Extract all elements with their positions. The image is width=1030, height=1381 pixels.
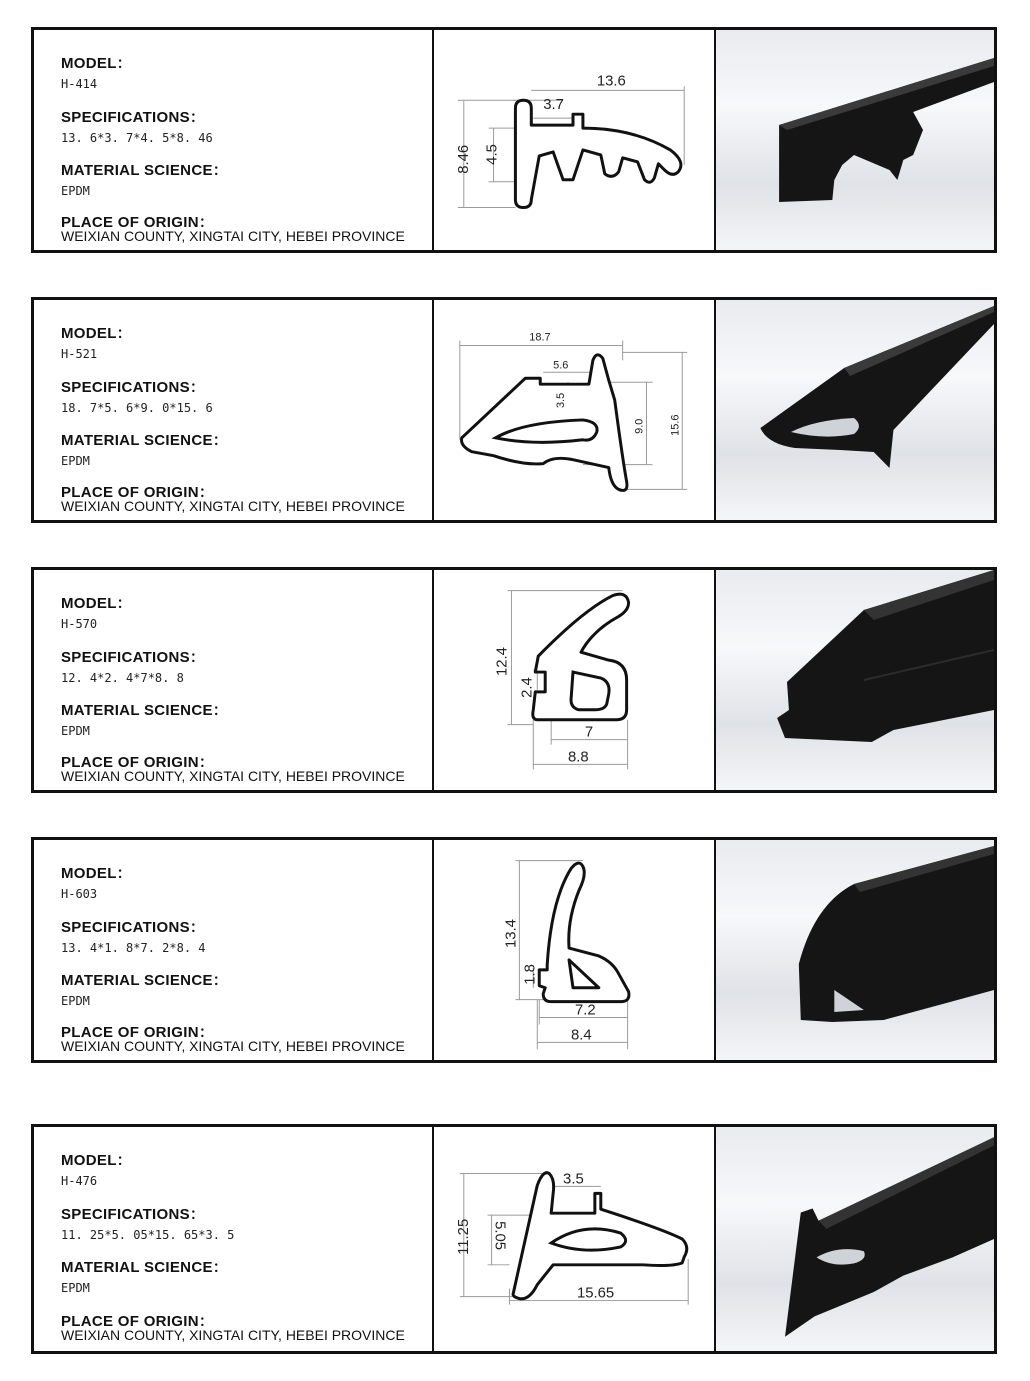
model-label: MODEL： (61, 55, 132, 72)
profile-drawing (434, 570, 716, 790)
dimension-label: 5.6 (553, 359, 569, 372)
profile-svg (434, 1127, 714, 1351)
material-label: MATERIAL SCIENCE： (61, 1259, 229, 1276)
dimension-label: 1.8 (522, 964, 539, 985)
specifications-label: SPECIFICATIONS： (61, 109, 206, 126)
origin-label: PLACE OF ORIGIN： (61, 484, 215, 501)
material-value: EPDM (61, 1281, 90, 1295)
profile-drawing (434, 840, 716, 1060)
model-value: H-521 (61, 347, 98, 361)
product-info (34, 300, 434, 520)
product-info (34, 30, 434, 250)
product-photo (716, 30, 994, 250)
rubber-profile-render (716, 1127, 994, 1351)
material-label: MATERIAL SCIENCE： (61, 972, 229, 989)
dimension-label: 7.2 (574, 1002, 596, 1019)
product-photo (716, 840, 994, 1060)
product-info (34, 1127, 434, 1351)
profile-drawing (434, 300, 716, 520)
dimension-label: 13.4 (503, 919, 520, 949)
product-card-h521 (31, 297, 997, 523)
origin-label: PLACE OF ORIGIN： (61, 1313, 215, 1330)
dimension-label: 9.0 (633, 418, 646, 434)
product-card-h603 (31, 837, 997, 1063)
model-label: MODEL： (61, 865, 132, 882)
origin-label: PLACE OF ORIGIN： (61, 754, 215, 771)
model-label: MODEL： (61, 325, 132, 342)
rubber-profile-render (716, 300, 994, 520)
dimension-label: 3.5 (555, 392, 568, 409)
dimension-label: 8.46 (455, 144, 472, 174)
specifications-value: 11. 25*5. 05*15. 65*3. 5 (61, 1228, 235, 1242)
model-value: H-570 (61, 617, 98, 631)
material-label: MATERIAL SCIENCE： (61, 432, 229, 449)
specifications-label: SPECIFICATIONS： (61, 379, 206, 396)
origin-label: PLACE OF ORIGIN： (61, 214, 215, 231)
material-value: EPDM (61, 454, 90, 468)
profile-drawing (434, 1127, 716, 1351)
specifications-value: 13. 4*1. 8*7. 2*8. 4 (61, 941, 206, 955)
model-value: H-476 (61, 1174, 98, 1188)
material-label: MATERIAL SCIENCE： (61, 162, 229, 179)
rubber-profile-render (716, 840, 994, 1060)
model-label: MODEL： (61, 595, 132, 612)
specifications-value: 13. 6*3. 7*4. 5*8. 46 (61, 131, 213, 145)
dimension-label: 15.65 (576, 1285, 615, 1302)
product-photo (716, 300, 994, 520)
dimension-label: 18.7 (529, 331, 551, 344)
dimension-label: 13.6 (596, 73, 626, 90)
dimension-label: 12.4 (494, 647, 511, 677)
material-value: EPDM (61, 724, 90, 738)
product-photo (716, 1127, 994, 1351)
model-value: H-603 (61, 887, 98, 901)
origin-label: PLACE OF ORIGIN： (61, 1024, 215, 1041)
rubber-profile-render (716, 30, 994, 250)
dimension-label: 3.7 (543, 97, 564, 114)
model-label: MODEL： (61, 1152, 132, 1169)
product-info (34, 570, 434, 790)
specifications-label: SPECIFICATIONS： (61, 1206, 206, 1223)
dimension-label: 8.4 (571, 1027, 592, 1044)
origin-value: WEIXIAN COUNTY, XINGTAI CITY, HEBEI PROVINCE (61, 1327, 405, 1343)
dimension-label: 7 (584, 724, 594, 741)
specifications-label: SPECIFICATIONS： (61, 919, 206, 936)
material-label: MATERIAL SCIENCE： (61, 702, 229, 719)
rubber-profile-render (716, 570, 994, 790)
origin-value: WEIXIAN COUNTY, XINGTAI CITY, HEBEI PROVINCE (61, 498, 405, 514)
profile-svg (434, 570, 714, 790)
dimension-label: 2.4 (519, 677, 536, 698)
product-card-h570 (31, 567, 997, 793)
dimension-label: 11.25 (455, 1218, 472, 1255)
material-value: EPDM (61, 184, 90, 198)
profile-drawing (434, 30, 716, 250)
dimension-label: 15.6 (669, 414, 682, 436)
dimension-label: 5.05 (491, 1221, 508, 1251)
specifications-value: 12. 4*2. 4*7*8. 8 (61, 671, 184, 685)
specifications-value: 18. 7*5. 6*9. 0*15. 6 (61, 401, 213, 415)
product-info (34, 840, 434, 1060)
dimension-label: 3.5 (563, 1171, 584, 1188)
specifications-label: SPECIFICATIONS： (61, 649, 206, 666)
model-value: H-414 (61, 77, 98, 91)
dimension-label: 4.5 (484, 144, 501, 165)
origin-value: WEIXIAN COUNTY, XINGTAI CITY, HEBEI PROVINCE (61, 228, 405, 244)
profile-svg (434, 30, 714, 250)
profile-svg (434, 300, 714, 520)
material-value: EPDM (61, 994, 90, 1008)
product-photo (716, 570, 994, 790)
product-card-h414 (31, 27, 997, 253)
profile-svg (434, 840, 714, 1060)
origin-value: WEIXIAN COUNTY, XINGTAI CITY, HEBEI PROVINCE (61, 768, 405, 784)
product-card-h476 (31, 1124, 997, 1354)
origin-value: WEIXIAN COUNTY, XINGTAI CITY, HEBEI PROVINCE (61, 1038, 405, 1054)
dimension-label: 8.8 (568, 749, 589, 766)
